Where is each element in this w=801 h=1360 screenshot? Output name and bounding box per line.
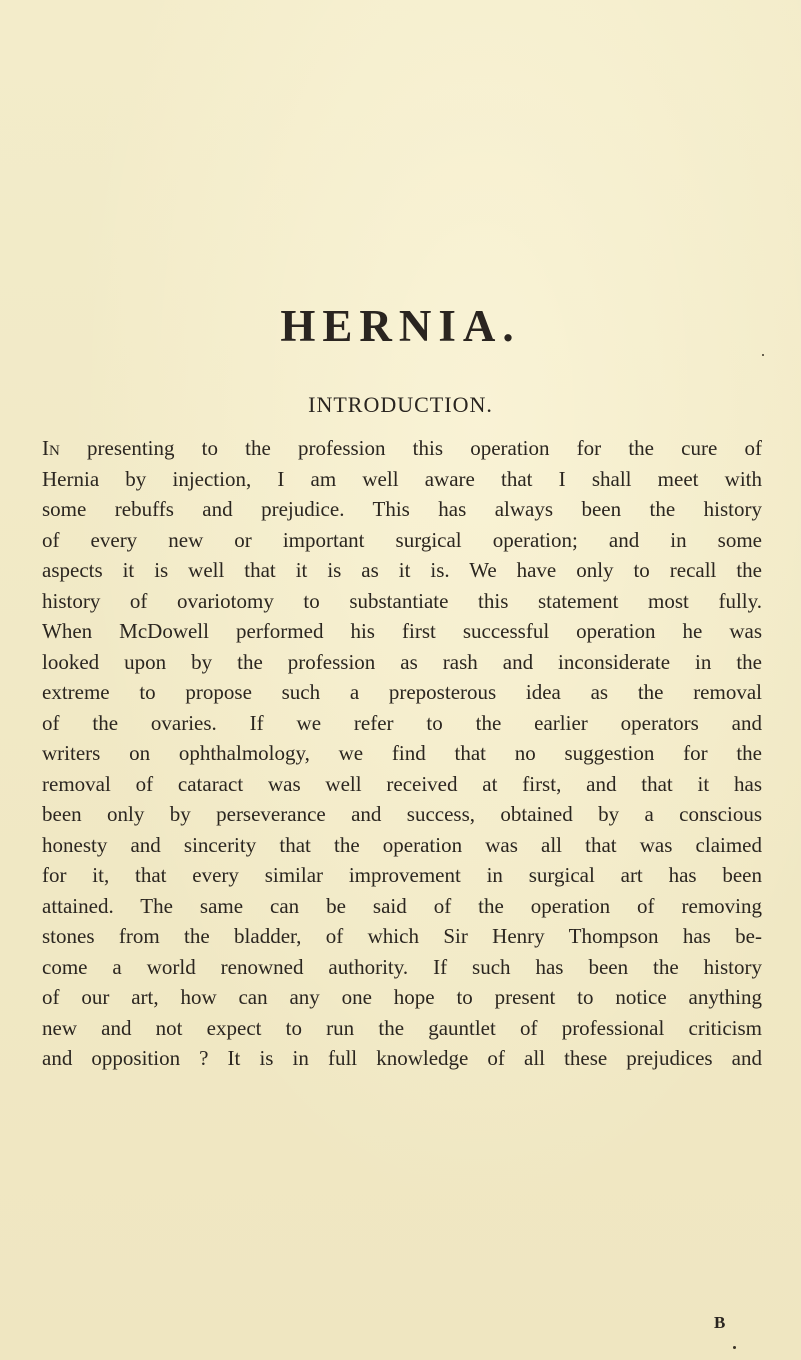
text-line: honesty and sincerity that the operation was all that was claimed xyxy=(42,832,762,857)
text-line: of every new or important surgical operation; and in some xyxy=(42,527,762,552)
text-line: extreme to propose such a preposterous idea as the removal xyxy=(42,680,762,704)
text-line-rest: presenting to the profession this operation for the cure of xyxy=(59,436,762,460)
text-line: When McDowell performed his first successful operation he was xyxy=(42,619,762,643)
text-line: Hernia by injection, I am well aware that I shall meet with xyxy=(42,466,762,491)
text-line: looked upon by the profession as rash and inconsiderate in the xyxy=(42,649,762,674)
text-line: stones from the bladder, of which Sir Henry Thompson has be- xyxy=(42,924,762,948)
page-title: HERNIA. xyxy=(280,301,521,351)
text-line: aspects it is well that it is as it is. We have only to recall the xyxy=(42,558,762,582)
signature-mark: B xyxy=(714,1313,726,1332)
text-line: new and not expect to run the gauntlet of professional criticism xyxy=(42,1015,762,1040)
body-text xyxy=(42,433,762,1074)
text-line: come a world renowned authority. If such has been the history xyxy=(42,954,762,979)
text-line: some rebuffs and prejudice. This has always been the history xyxy=(42,497,762,521)
section-heading: INTRODUCTION. xyxy=(308,392,493,417)
text-line: of our art, how can any one hope to present to notice anything xyxy=(42,985,762,1009)
margin-mark xyxy=(762,354,764,356)
margin-mark xyxy=(733,1346,736,1349)
text-line: writers on ophthalmology, we find that no suggestion for the xyxy=(42,741,762,765)
text-line: and opposition ? It is in full knowledge of all these prejudices and xyxy=(42,1046,762,1070)
text-line: removal of cataract was well received at first, and that it has xyxy=(42,771,762,796)
text-line: of the ovaries. If we refer to the earlier operators and xyxy=(42,710,762,735)
text-line: history of ovariotomy to substantiate this statement most fully. xyxy=(42,588,762,613)
first-word: In xyxy=(42,436,60,460)
text-line: attained. The same can be said of the operation of removing xyxy=(42,893,762,918)
text-line: for it, that every similar improvement in surgical art has been xyxy=(42,863,762,887)
text-line: been only by perseverance and success, obtained by a conscious xyxy=(42,802,762,826)
text-line xyxy=(42,433,762,464)
